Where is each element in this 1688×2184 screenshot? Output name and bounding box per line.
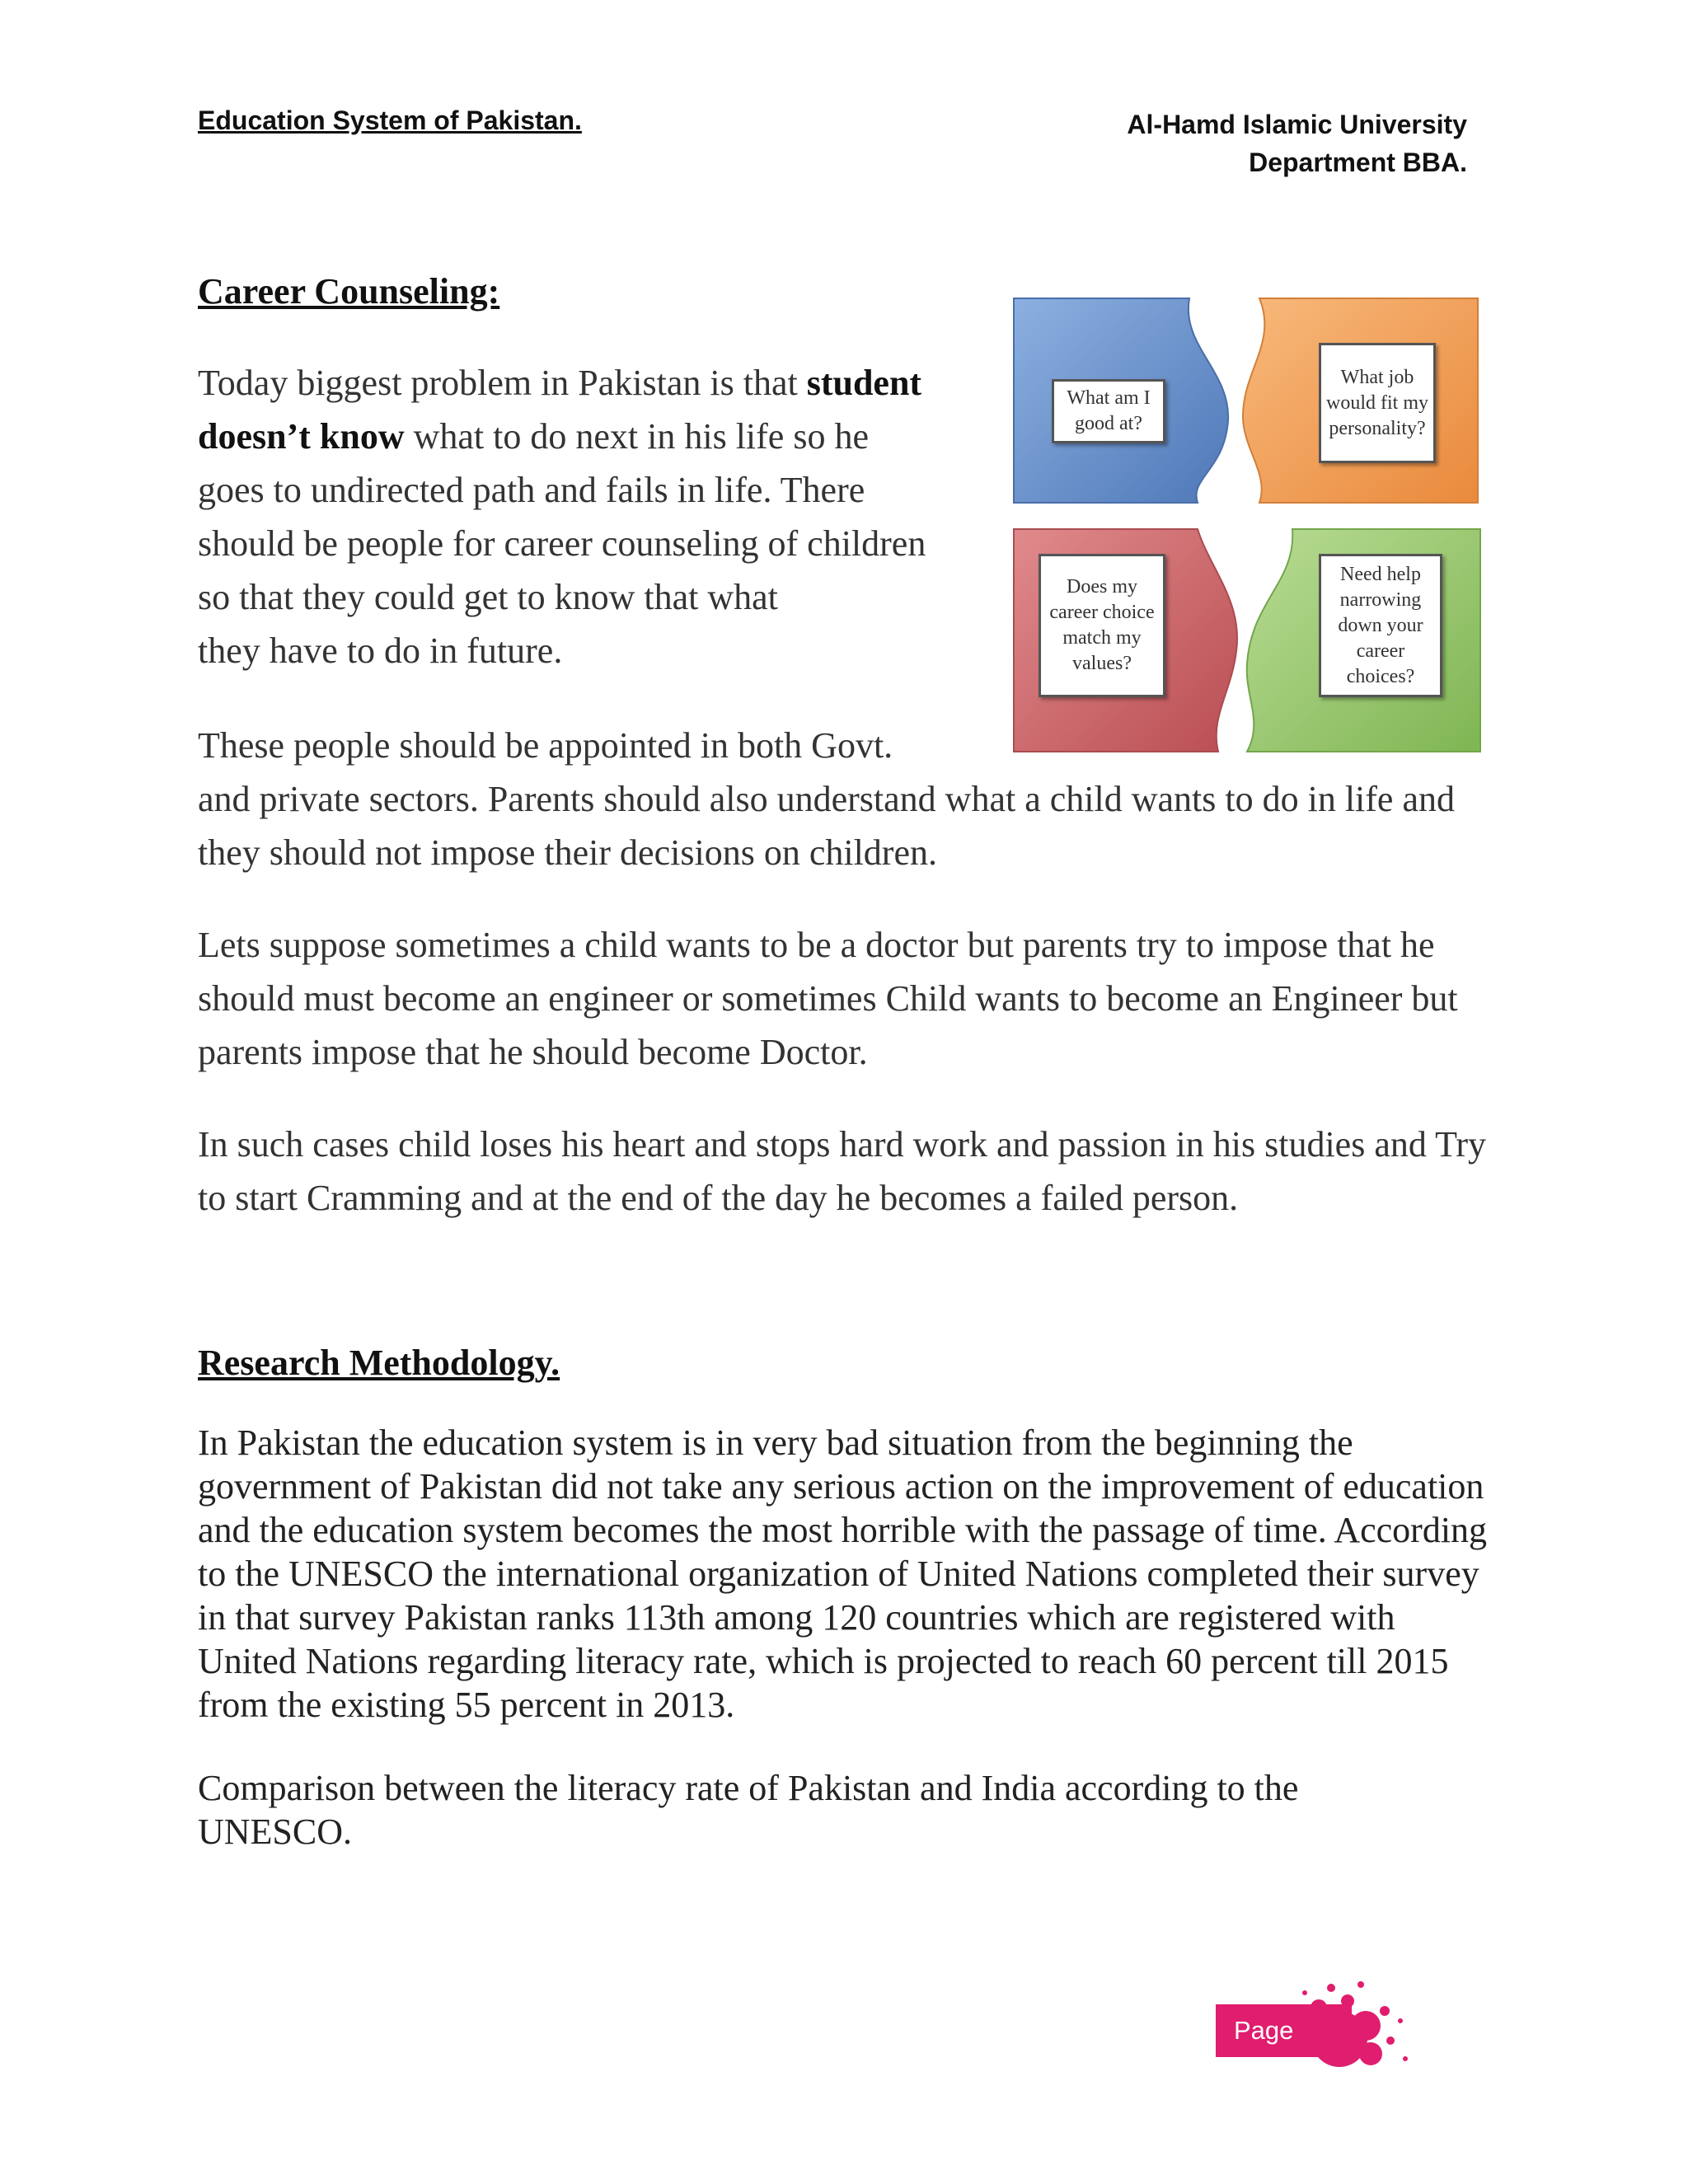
header-department: Department BBA. (1249, 148, 1467, 177)
question-narrowing-help: Need help narrowing down your career choices? (1319, 554, 1442, 697)
intro-line-3: goes to undirected path and fails in life. There (198, 470, 865, 510)
section-heading-research-methodology: Research Methodology. (198, 1343, 560, 1383)
question-good-at: What am I good at? (1052, 379, 1165, 443)
paragraph-appointment-line1: These people should be appointed in both Govt. (198, 725, 893, 766)
intro-line-1: Today biggest problem in Pakistan is that student (198, 363, 922, 403)
paragraph-research-unesco: In Pakistan the education system is in very bad situation from the beginning the government of Pakistan did not take any serious action on the improvement of education and the education system becomes the most horrible with the passage of time. According to the UNESCO the international organization of United Nations completed their survey in that survey Pakistan ranks 113th among 120 countries which are registered with United Nations regarding literacy rate, which is projected to reach 60 percent till 2015 from the existing 55 percent in 2013. (198, 1422, 1488, 1725)
paragraph-appointment-rest: and private sectors. Parents should also understand what a child wants to do in life and they should not impose their decisions on children. (198, 779, 1455, 873)
intro-line-2: doesn’t know what to do next in his life so he (198, 416, 869, 457)
header-institution (1127, 105, 1467, 181)
paragraph-consequences: In such cases child loses his heart and stops hard work and passion in his studies and Try to start Cramming and at the end of the day he becomes a failed person. (198, 1124, 1487, 1218)
page-number-label: Page # 13 (1216, 2004, 1352, 2057)
question-job-fit: What job would fit my personality? (1319, 343, 1436, 463)
career-questions-diagram (1012, 297, 1482, 754)
intro-line-5: so that they could get to know that what (198, 577, 778, 617)
paragraph-career-intro (198, 356, 973, 677)
paragraph-doctor-engineer: Lets suppose sometimes a child wants to be a doctor but parents try to impose that he should must become an engineer or sometimes Child wants to become an Engineer but parents impose that he should become Doctor. (198, 925, 1458, 1072)
intro-line-6: they have to do in future. (198, 630, 563, 671)
page-number-badge (1216, 2001, 1422, 2097)
paragraph-literacy-comparison: Comparison between the literacy rate of Pakistan and India according to the UNESCO. (198, 1768, 1299, 1852)
question-values-match: Does my career choice match my values? (1039, 554, 1165, 697)
header-document-title: Education System of Pakistan. (198, 105, 582, 135)
intro-line-4: should be people for career counseling of children (198, 523, 926, 564)
section-heading-career-counseling: Career Counseling: (198, 271, 500, 312)
header-university: Al-Hamd Islamic University (1127, 110, 1467, 139)
page-number-value: 13 (1262, 2069, 1291, 2097)
